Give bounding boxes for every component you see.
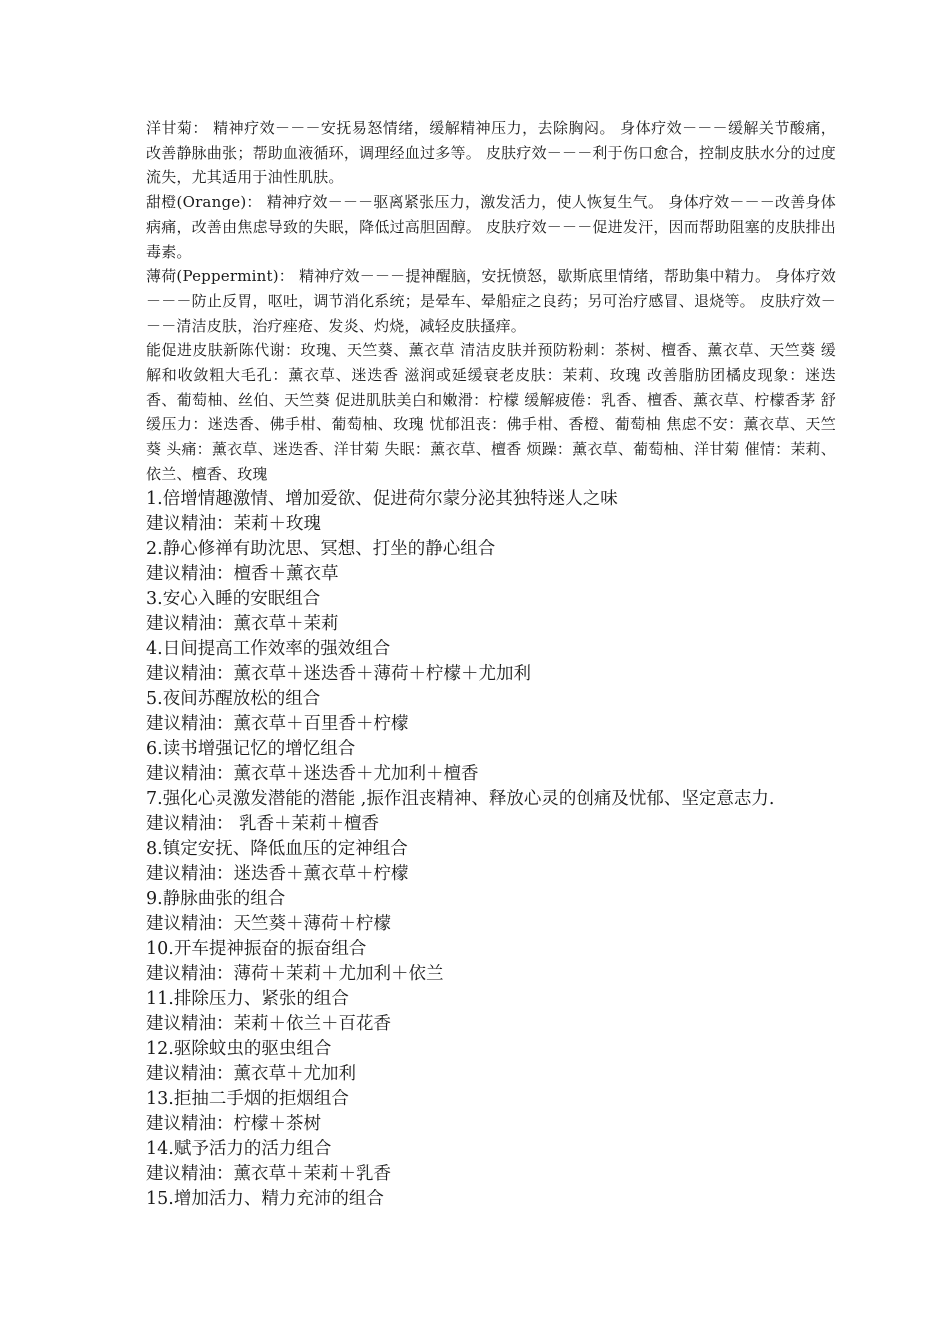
combo-title: 15.增加活力、精力充沛的组合 — [146, 1188, 384, 1209]
combo-title: 1.倍增情趣激情、增加爱欲、促进荷尔蒙分泌其独特迷人之味 — [146, 488, 618, 509]
combo-title: 10.开车提神振奋的振奋组合 — [146, 938, 367, 959]
combo-list — [146, 488, 836, 1211]
paragraph-orange: 甜橙(Orange)： 精神疗效－－－驱离紧张压力，激发活力，使人恢复生气。 身体疗效－－－改善身体病痛，改善由焦虑导致的失眠，降低过高胆固醇。 皮肤疗效－－－促进发汗，因而帮助阻塞的皮肤排出毒素。 — [146, 193, 836, 261]
combo-oils: 建议精油：薰衣草＋迷迭香＋薄荷＋柠檬＋尤加利 — [146, 663, 531, 684]
combo-item — [146, 788, 836, 838]
combo-oils: 建议精油：茉莉＋依兰＋百花香 — [146, 1013, 391, 1034]
combo-oils: 建议精油：茉莉＋玫瑰 — [146, 513, 321, 534]
combo-item — [146, 988, 836, 1038]
combo-title: 12.驱除蚊虫的驱虫组合 — [146, 1038, 332, 1059]
combo-item — [146, 938, 836, 988]
combo-title: 13.拒抽二手烟的拒烟组合 — [146, 1088, 349, 1109]
paragraph-peppermint: 薄荷(Peppermint)： 精神疗效－－－提神醒脑，安抚愤怒，歇斯底里情绪，帮助集中精力。 身体疗效－－－防止反胃，呕吐，调节消化系统；是晕车、晕船症之良药；另可治疗感冒、退烧等。 皮肤疗效－－－清洁皮肤，治疗痤疮、发炎、灼烧，减轻皮肤搔痒。 — [146, 267, 836, 335]
combo-title: 6.读书增强记忆的增忆组合 — [146, 738, 356, 759]
combo-item — [146, 888, 836, 938]
combo-oils: 建议精油：迷迭香＋薰衣草＋柠檬 — [146, 863, 409, 884]
combo-title: 2.静心修禅有助沈思、冥想、打坐的静心组合 — [146, 538, 496, 559]
combo-title: 8.镇定安抚、降低血压的定神组合 — [146, 838, 408, 859]
combo-title: 11.排除压力、紧张的组合 — [146, 988, 349, 1009]
combo-title: 5.夜间苏醒放松的组合 — [146, 688, 321, 709]
combo-title: 7.强化心灵激发潜能的潜能 ,振作沮丧精神、释放心灵的创痛及忧郁、坚定意志力. — [146, 788, 775, 809]
combo-item — [146, 1138, 836, 1188]
combo-title: 4.日间提高工作效率的强效组合 — [146, 638, 391, 659]
document-page — [146, 116, 836, 1211]
combo-oils: 建议精油：薄荷＋茉莉＋尤加利＋依兰 — [146, 963, 444, 984]
combo-title: 14.赋予活力的活力组合 — [146, 1138, 332, 1159]
combo-oils: 建议精油：薰衣草＋迷迭香＋尤加利＋檀香 — [146, 763, 479, 784]
combo-item — [146, 1038, 836, 1088]
combo-oils: 建议精油：檀香＋薰衣草 — [146, 563, 339, 584]
combo-item — [146, 588, 836, 638]
combo-oils: 建议精油：天竺葵＋薄荷＋柠檬 — [146, 913, 391, 934]
combo-item — [146, 1088, 836, 1138]
combo-item — [146, 838, 836, 888]
combo-item — [146, 488, 836, 538]
combo-title: 3.安心入睡的安眠组合 — [146, 588, 321, 609]
combo-item — [146, 1188, 836, 1211]
combo-oils: 建议精油：柠檬＋茶树 — [146, 1113, 321, 1134]
combo-item — [146, 638, 836, 688]
paragraph-skin-effects: 能促进皮肤新陈代谢：玫瑰、天竺葵、薰衣草 清洁皮肤并预防粉刺：茶树、檀香、薰衣草、天竺葵 缓解和收敛粗大毛孔：薰衣草、迷迭香 滋润或延缓衰老皮肤：茉莉、玫瑰 改善脂肪团橘皮现象：迷迭香、葡萄柚、丝伯、天竺葵 促进肌肤美白和嫩滑：柠檬 缓解疲倦：乳香、檀香、薰衣草、柠檬香茅 舒缓压力：迷迭香、佛手柑、葡萄柚、玫瑰 忧郁沮丧：佛手柑、香橙、葡萄柚 焦虑不安：薰衣草、天竺葵 头痛：薰衣草、迷迭香、洋甘菊 失眠：薰衣草、檀香 烦躁：薰衣草、葡萄柚、洋甘菊 催情：茉莉、依兰、檀香、玫瑰 — [146, 341, 836, 483]
combo-oils: 建议精油：薰衣草＋百里香＋柠檬 — [146, 713, 409, 734]
combo-item — [146, 738, 836, 788]
paragraph-chamomile: 洋甘菊： 精神疗效－－－安抚易怒情绪，缓解精神压力，去除胸闷。 身体疗效－－－缓解关节酸痛，改善静脉曲张；帮助血液循环，调理经血过多等。 皮肤疗效－－－利于伤口愈合，控制皮肤水分的过度流失，尤其适用于油性肌肤。 — [146, 119, 836, 187]
combo-item — [146, 688, 836, 738]
combo-oils: 建议精油：薰衣草＋茉莉＋乳香 — [146, 1163, 391, 1184]
combo-oils: 建议精油：薰衣草＋茉莉 — [146, 613, 339, 634]
combo-oils: 建议精油： 乳香＋茉莉＋檀香 — [146, 813, 380, 834]
combo-oils: 建议精油：薰衣草＋尤加利 — [146, 1063, 356, 1084]
combo-title: 9.静脉曲张的组合 — [146, 888, 286, 909]
combo-item — [146, 538, 836, 588]
